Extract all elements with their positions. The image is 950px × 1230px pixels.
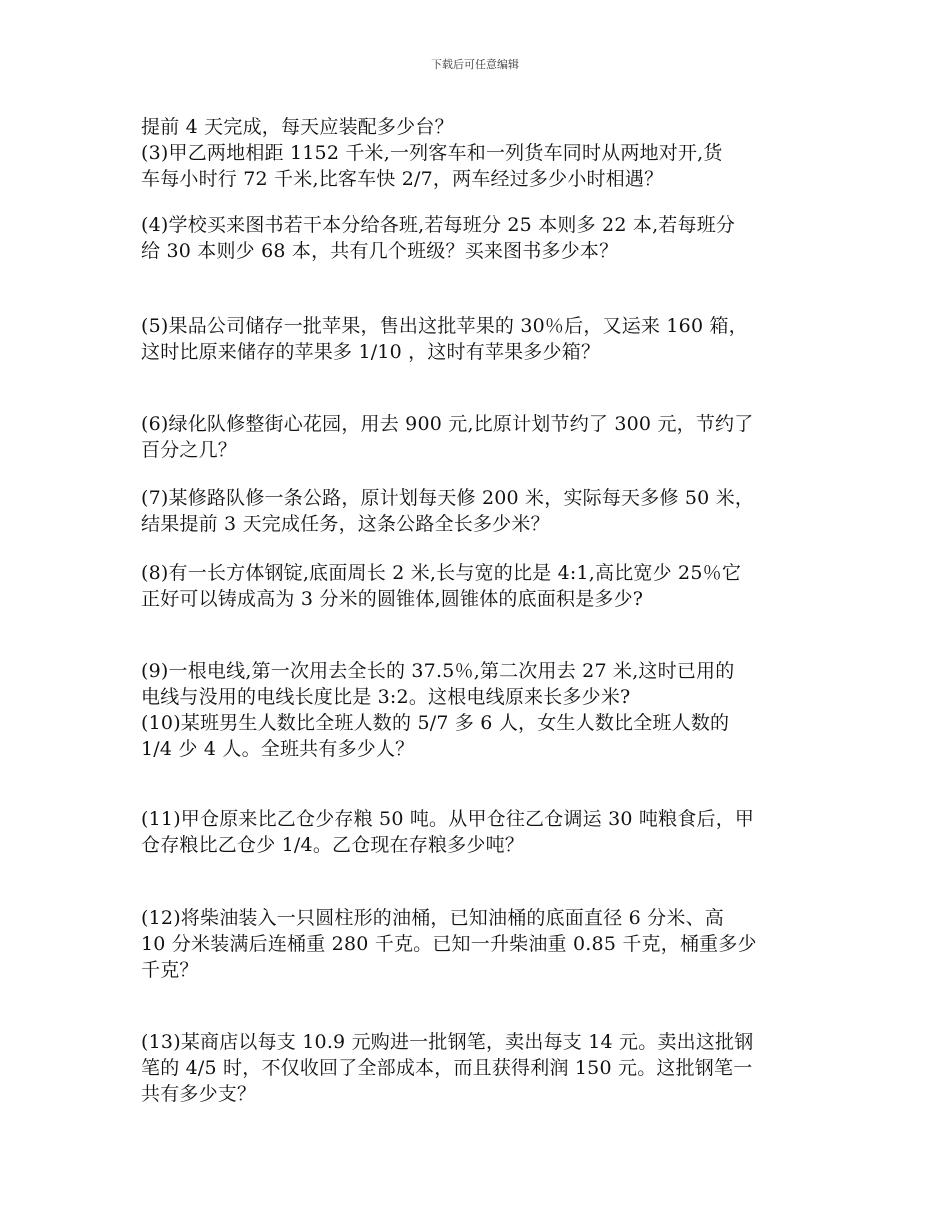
text-line: 仓存粮比乙仓少 1/4。乙仓现在存粮多少吨？ xyxy=(141,834,525,856)
problem-paragraph xyxy=(141,485,821,537)
text-line: 给 30 本则少 68 本，共有几个班级？买来图书多少本？ xyxy=(141,240,619,262)
text-line: 笔的 4/5 时，不仅收回了全部成本，而且获得利润 150 元。这批钢笔一 xyxy=(141,1057,753,1079)
text-line: 结果提前 3 天完成任务，这条公路全长多少米？ xyxy=(141,513,550,535)
problem-paragraph xyxy=(141,560,821,612)
text-line: (3)甲乙两地相距 1152 千米,一列客车和一列货车同时从两地对开,货 xyxy=(141,142,723,164)
problem-paragraph xyxy=(141,806,821,858)
problem-paragraph xyxy=(141,411,821,463)
problem-paragraph xyxy=(141,1029,821,1107)
text-line: (9)一根电线,第一次用去全长的 37.5％,第二次用去 27 米,这时已用的 xyxy=(141,660,735,682)
problem-paragraph xyxy=(141,313,821,365)
text-line: 1/4 少 4 人。全班共有多少人？ xyxy=(141,738,415,760)
text-line: (7)某修路队修一条公路，原计划每天修 200 米，实际每天多修 50 米， xyxy=(141,487,755,509)
text-line: 共有多少支？ xyxy=(141,1083,257,1105)
text-line: 提前 4 天完成，每天应装配多少台？ xyxy=(141,116,454,138)
text-line: 千克？ xyxy=(141,959,199,981)
text-line: 电线与没用的电线长度比是 3:2。这根电线原来长多少米? xyxy=(141,686,631,708)
text-line: 10 分米装满后连桶重 280 千克。已知一升柴油重 0.85 千克，桶重多少 xyxy=(141,933,757,955)
text-line: 正好可以铸成高为 3 分米的圆锥体,圆锥体的底面积是多少? xyxy=(141,588,644,610)
text-line: 百分之几？ xyxy=(141,439,238,461)
problem-paragraph xyxy=(141,212,821,264)
text-line: (10)某班男生人数比全班人数的 5/7 多 6 人，女生人数比全班人数的 xyxy=(141,712,730,734)
text-line: (5)果品公司储存一批苹果，售出这批苹果的 30％后，又运来 160 箱， xyxy=(141,315,748,337)
text-line: (12)将柴油装入一只圆柱形的油桶，已知油桶的底面直径 6 分米、高 xyxy=(141,907,724,929)
problem-paragraph xyxy=(141,658,821,762)
text-line: (6)绿化队修整街心花园，用去 900 元,比原计划节约了 300 元，节约了 xyxy=(141,413,754,435)
text-line: 这时比原来储存的苹果多 1/10 ，这时有苹果多少箱？ xyxy=(141,341,601,363)
text-line: (8)有一长方体钢锭,底面周长 2 米,长与宽的比是 4:1,高比宽少 25％它 xyxy=(141,562,742,584)
page-header: 下载后可任意编辑 xyxy=(431,58,519,71)
text-line: 车每小时行 72 千米,比客车快 2/7，两车经过多少小时相遇？ xyxy=(141,168,664,190)
problem-paragraph xyxy=(141,905,821,983)
problem-paragraph xyxy=(141,114,821,192)
text-line: (4)学校买来图书若干本分给各班,若每班分 25 本则多 22 本,若每班分 xyxy=(141,214,736,236)
text-line: (11)甲仓原来比乙仓少存粮 50 吨。从甲仓往乙仓调运 30 吨粮食后，甲 xyxy=(141,808,755,830)
text-line: (13)某商店以每支 10.9 元购进一批钢笔，卖出每支 14 元。卖出这批钢 xyxy=(141,1031,754,1053)
